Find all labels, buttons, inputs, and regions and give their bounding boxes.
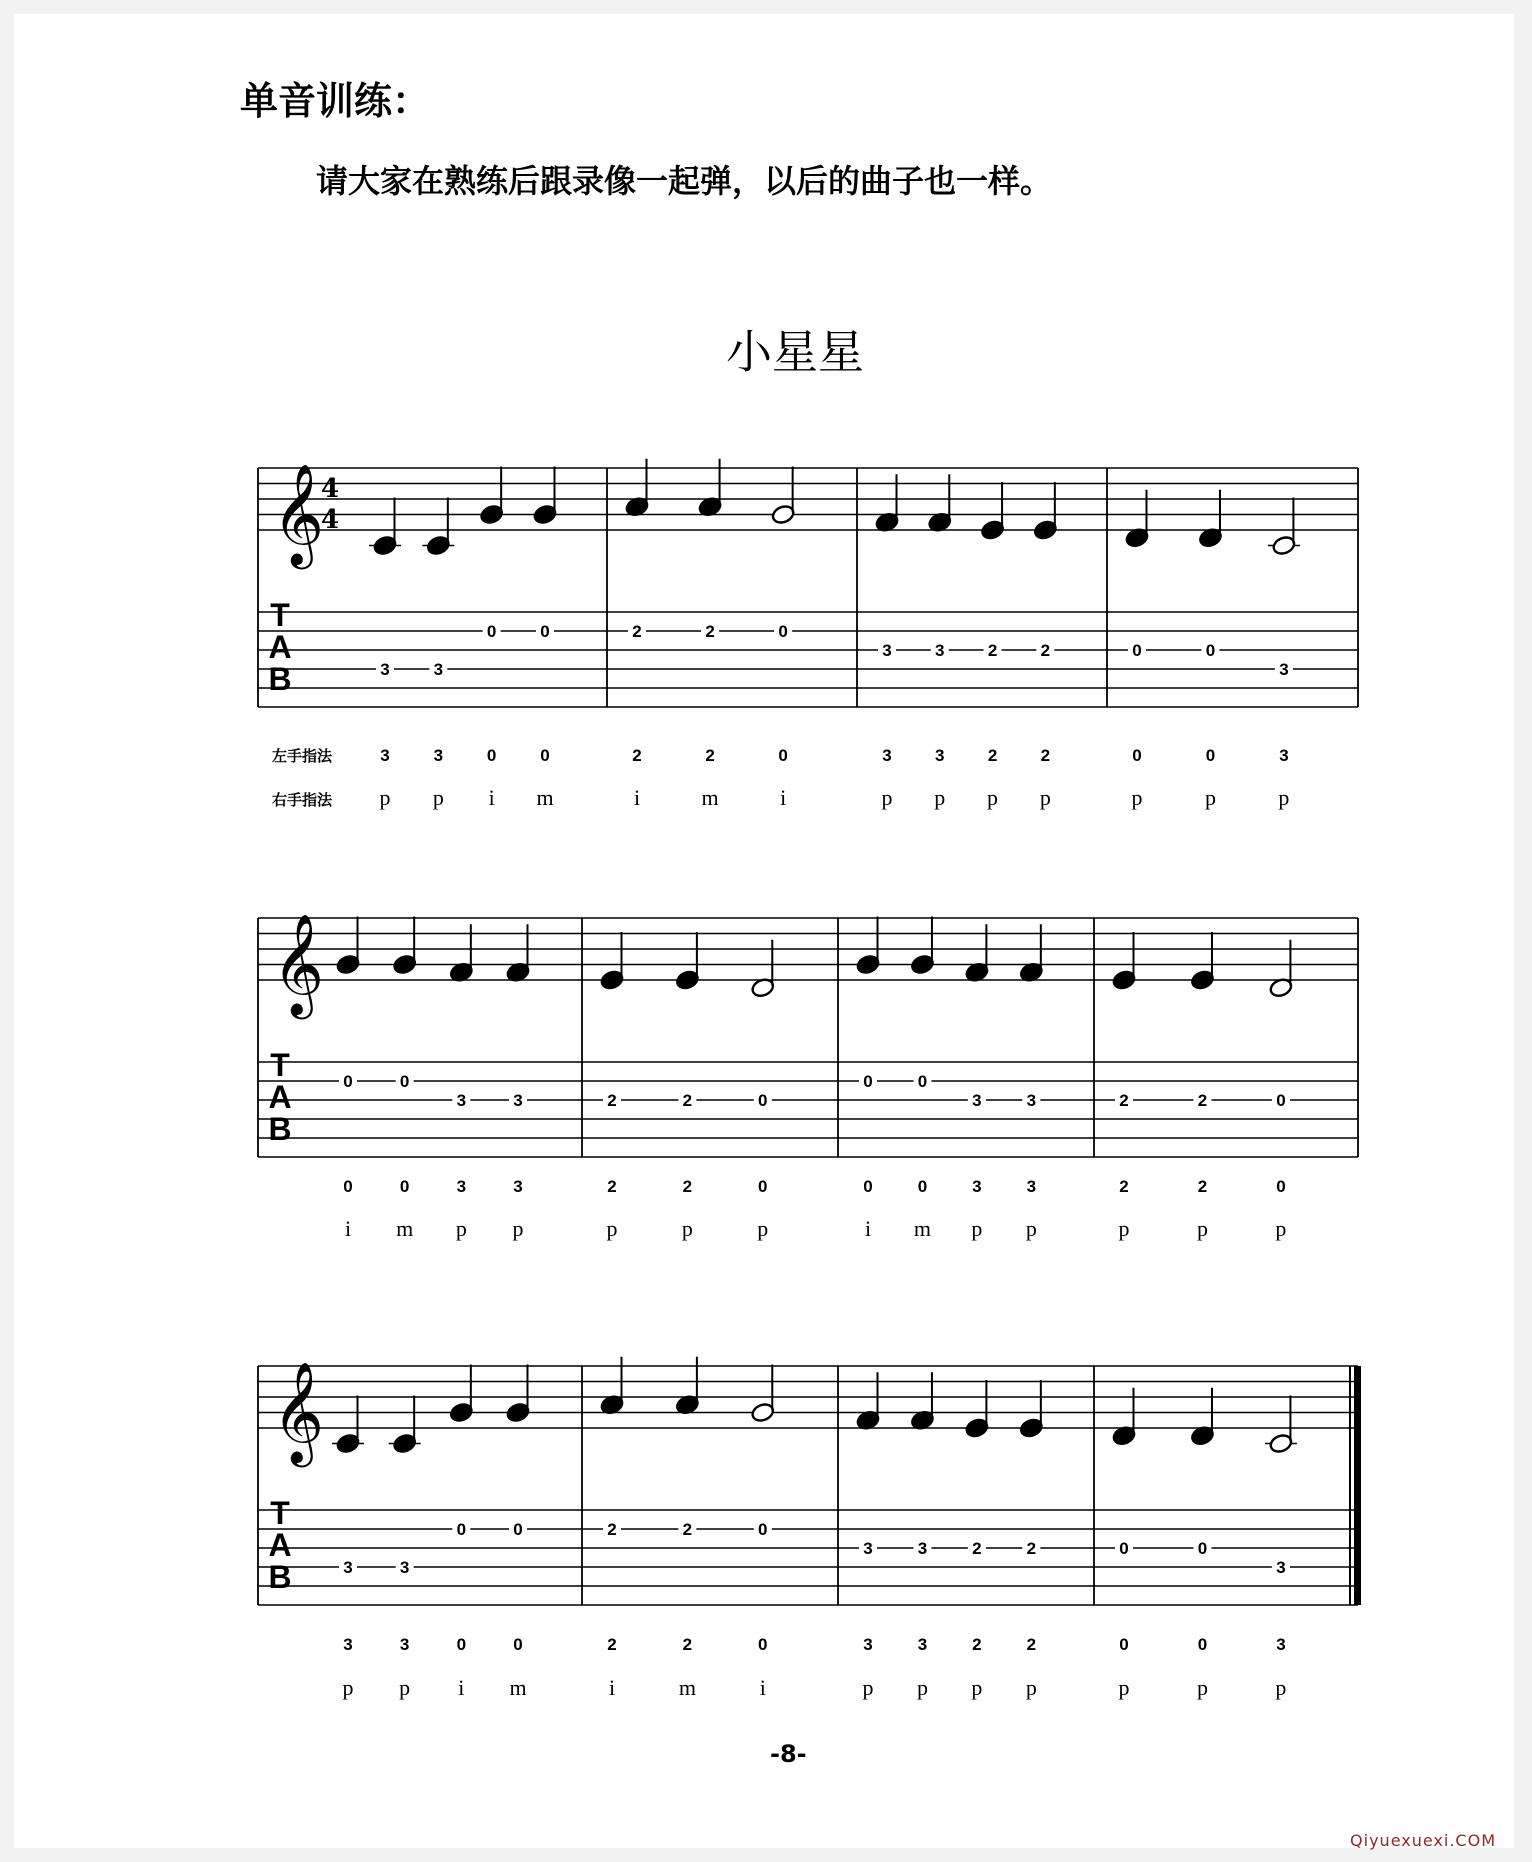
right-hand-finger: i	[864, 1216, 872, 1241]
left-hand-finger: 0	[343, 1177, 353, 1196]
tab-fret-number: 2	[682, 1091, 693, 1110]
tab-letter-b: B	[268, 661, 292, 697]
tab-letter-b: B	[268, 1559, 292, 1595]
tab-fret-number: 2	[1040, 641, 1051, 660]
tab-fret-number: 0	[863, 1072, 873, 1091]
left-hand-finger: 2	[607, 1635, 617, 1654]
tab-letter-t: T	[270, 1495, 290, 1531]
tab-fret-number: 0	[540, 622, 550, 641]
left-hand-finger: 3	[1279, 746, 1289, 765]
left-hand-finger: 0	[456, 1635, 467, 1654]
tab-fret-number: 3	[863, 1539, 873, 1558]
tab-fret-number: 0	[456, 1520, 467, 1539]
right-hand-finger: p	[757, 1216, 769, 1241]
left-hand-finger: 2	[682, 1177, 693, 1196]
tab-fret-number: 0	[1132, 641, 1142, 660]
right-hand-label: 右手指法	[272, 791, 333, 809]
tab-fret-number: 2	[607, 1091, 617, 1110]
tab-fret-number: 0	[1119, 1539, 1129, 1558]
right-hand-finger: i	[633, 785, 641, 810]
left-hand-finger: 0	[758, 1635, 768, 1654]
tab-fret-number: 3	[1279, 660, 1289, 679]
time-signature-top: 4	[320, 474, 340, 504]
tab-fret-number: 2	[705, 622, 715, 641]
tab-fret-number: 2	[972, 1539, 982, 1558]
left-hand-finger: 0	[1205, 746, 1216, 765]
right-hand-finger: p	[399, 1675, 411, 1700]
left-hand-finger: 2	[1026, 1635, 1037, 1654]
right-hand-finger: p	[971, 1675, 983, 1700]
tab-fret-number: 0	[399, 1072, 410, 1091]
tab-fret-number: 3	[935, 641, 945, 660]
right-hand-finger: p	[971, 1216, 983, 1241]
page-number: -8-	[770, 1740, 807, 1768]
tab-letter-t: T	[270, 597, 290, 633]
tab-fret-number: 3	[513, 1091, 523, 1110]
right-hand-finger: i	[488, 785, 495, 810]
right-hand-finger: p	[606, 1216, 618, 1241]
tab-fret-number: 3	[456, 1091, 467, 1110]
right-hand-finger: p	[1025, 1675, 1037, 1700]
right-hand-finger: i	[458, 1675, 465, 1700]
tab-fret-number: 2	[632, 622, 642, 641]
left-hand-finger: 3	[343, 1635, 353, 1654]
final-barline-thick	[1354, 1366, 1361, 1605]
tab-fret-number: 3	[882, 641, 892, 660]
tab-fret-number: 2	[1026, 1539, 1037, 1558]
left-hand-finger: 0	[917, 1177, 928, 1196]
left-hand-label: 左手指法	[272, 747, 333, 765]
song-title: 小星星	[726, 325, 864, 379]
right-hand-finger: p	[432, 785, 444, 810]
right-hand-finger: p	[1196, 1216, 1208, 1241]
left-hand-finger: 3	[935, 746, 945, 765]
left-hand-finger: 0	[1197, 1635, 1208, 1654]
left-hand-finger: 3	[882, 746, 892, 765]
left-hand-finger: 0	[513, 1635, 523, 1654]
right-hand-finger: m	[701, 785, 719, 810]
tab-fret-number: 0	[1276, 1091, 1286, 1110]
right-hand-finger: p	[379, 785, 391, 810]
tab-fret-number: 2	[682, 1520, 693, 1539]
right-hand-finger: i	[344, 1216, 352, 1241]
treble-clef-icon: 𝄞	[272, 1360, 325, 1463]
right-hand-finger: p	[1196, 1675, 1208, 1700]
left-hand-finger: 3	[1276, 1635, 1286, 1654]
right-hand-finger: p	[1118, 1675, 1130, 1700]
tab-fret-number: 0	[343, 1072, 353, 1091]
left-hand-finger: 0	[540, 746, 550, 765]
left-hand-finger: 3	[917, 1635, 928, 1654]
left-hand-finger: 0	[1276, 1177, 1286, 1196]
right-hand-finger: p	[934, 785, 946, 810]
right-hand-finger: m	[913, 1216, 932, 1241]
left-hand-finger: 0	[758, 1177, 768, 1196]
left-hand-finger: 2	[1119, 1177, 1129, 1196]
left-hand-finger: 2	[987, 746, 998, 765]
left-hand-finger: 3	[513, 1177, 523, 1196]
right-hand-finger: m	[396, 1216, 414, 1241]
left-hand-finger: 3	[456, 1177, 467, 1196]
treble-clef-icon: 𝄞	[272, 462, 325, 565]
right-hand-finger: p	[1131, 785, 1143, 810]
tab-fret-number: 0	[1197, 1539, 1208, 1558]
tab-fret-number: 3	[380, 660, 390, 679]
right-hand-finger: m	[509, 1675, 527, 1700]
tab-fret-number: 2	[607, 1520, 617, 1539]
section-heading: 单音训练：	[240, 79, 431, 123]
system-2	[258, 912, 1358, 1241]
right-hand-finger: m	[678, 1675, 696, 1700]
tab-letter-a: A	[268, 1079, 292, 1115]
right-hand-finger: i	[608, 1675, 616, 1700]
right-hand-finger: m	[536, 785, 554, 810]
left-hand-finger: 2	[705, 746, 715, 765]
tab-fret-number: 0	[486, 622, 497, 641]
left-hand-finger: 2	[607, 1177, 617, 1196]
time-signature-bottom: 4	[320, 505, 340, 535]
right-hand-finger: i	[759, 1675, 766, 1700]
tab-fret-number: 0	[778, 622, 788, 641]
left-hand-finger: 2	[682, 1635, 693, 1654]
tab-fret-number: 2	[987, 641, 998, 660]
right-hand-finger: p	[862, 1675, 874, 1700]
right-hand-finger: p	[512, 1216, 524, 1241]
left-hand-finger: 3	[399, 1635, 410, 1654]
right-hand-finger: p	[455, 1216, 467, 1241]
left-hand-finger: 2	[1040, 746, 1051, 765]
right-hand-finger: p	[342, 1675, 354, 1700]
tab-fret-number: 3	[972, 1091, 982, 1110]
tab-fret-number: 0	[513, 1520, 523, 1539]
left-hand-finger: 3	[380, 746, 390, 765]
right-hand-finger: p	[1275, 1675, 1287, 1700]
left-hand-finger: 3	[863, 1635, 873, 1654]
right-hand-finger: p	[1275, 1216, 1287, 1241]
tab-fret-number: 3	[1276, 1558, 1286, 1577]
tab-letter-t: T	[270, 1047, 290, 1083]
tab-fret-number: 0	[1205, 641, 1216, 660]
system-3	[258, 1357, 1361, 1700]
left-hand-finger: 2	[972, 1635, 982, 1654]
tab-fret-number: 3	[343, 1558, 353, 1577]
tab-fret-number: 3	[433, 660, 444, 679]
tab-fret-number: 3	[1026, 1091, 1037, 1110]
left-hand-finger: 3	[972, 1177, 982, 1196]
left-hand-finger: 0	[863, 1177, 873, 1196]
left-hand-finger: 3	[433, 746, 444, 765]
tab-letter-a: A	[268, 1527, 292, 1563]
tab-letter-b: B	[268, 1111, 292, 1147]
left-hand-finger: 2	[1197, 1177, 1208, 1196]
right-hand-finger: p	[1039, 785, 1051, 810]
right-hand-finger: p	[1025, 1216, 1037, 1241]
right-hand-finger: p	[681, 1216, 693, 1241]
right-hand-finger: p	[916, 1675, 928, 1700]
left-hand-finger: 0	[1132, 746, 1142, 765]
watermark-text: Qiyuexuexi.COM	[1350, 1831, 1496, 1850]
right-hand-finger: i	[780, 785, 787, 810]
tab-fret-number: 2	[1119, 1091, 1129, 1110]
right-hand-finger: p	[1278, 785, 1290, 810]
right-hand-finger: p	[881, 785, 893, 810]
right-hand-finger: p	[1204, 785, 1216, 810]
left-hand-finger: 0	[778, 746, 788, 765]
site-watermark	[1350, 1831, 1496, 1850]
right-hand-finger: p	[1118, 1216, 1130, 1241]
right-hand-finger: p	[987, 785, 999, 810]
left-hand-finger: 0	[1119, 1635, 1129, 1654]
tab-fret-number: 0	[758, 1091, 768, 1110]
system-1	[258, 459, 1358, 810]
treble-clef-icon: 𝄞	[272, 912, 325, 1015]
tab-fret-number: 3	[917, 1539, 928, 1558]
tab-fret-number: 0	[758, 1520, 768, 1539]
instruction-text: 请大家在熟练后跟录像一起弹，以后的曲子也一样。	[316, 162, 1053, 200]
left-hand-finger: 0	[399, 1177, 410, 1196]
left-hand-finger: 0	[486, 746, 497, 765]
tab-fret-number: 2	[1197, 1091, 1208, 1110]
left-hand-finger: 2	[632, 746, 642, 765]
tab-fret-number: 0	[917, 1072, 928, 1091]
tab-fret-number: 3	[399, 1558, 410, 1577]
left-hand-finger: 3	[1026, 1177, 1037, 1196]
tab-letter-a: A	[268, 629, 292, 665]
